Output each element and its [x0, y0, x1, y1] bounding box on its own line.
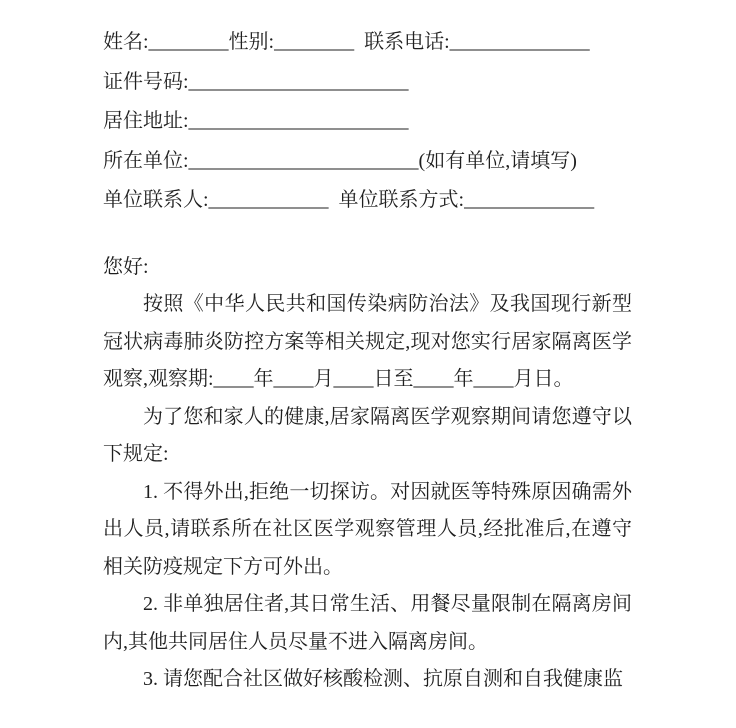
- paragraph: 2. 非单独居住者,其日常生活、用餐尽量限制在隔离房间内,其他共同居住人员尽量不进入隔离房间。: [103, 593, 632, 653]
- paragraph: 按照《中华人民共和国传染病防治法》及我国现行新型冠状病毒肺炎防控方案等相关规定,现对您实行居家隔离医学观察,观察期:____年____月____日至____年____月日。: [103, 293, 632, 390]
- form-header-section: [103, 23, 632, 221]
- paragraph-list: [103, 286, 632, 699]
- paragraph: 为了您和家人的健康,居家隔离医学观察期间请您遵守以下规定:: [103, 405, 632, 465]
- paragraph: 1. 不得外出,拒绝一切探访。对因就医等特殊原因确需外出人员,请联系所在社区医学观察管理人员,经批准后,在遵守相关防疫规定下方可外出。: [103, 480, 632, 578]
- form-fill-in-line: 姓名:________性别:________ 联系电话:______________: [103, 31, 590, 53]
- form-fill-in-line: 居住地址:______________________: [103, 110, 409, 132]
- paragraph: 3. 请您配合社区做好核酸检测、抗原自测和自我健康监: [143, 668, 623, 690]
- form-fill-in-line: 单位联系人:____________ 单位联系方式:_____________: [103, 189, 595, 211]
- form-fill-in-line: 证件号码:______________________: [103, 70, 409, 93]
- form-fill-in-line: 所在单位:_______________________(如有单位,请填写): [103, 149, 577, 172]
- letter-body: [103, 249, 632, 699]
- salutation: 您好:: [103, 255, 149, 278]
